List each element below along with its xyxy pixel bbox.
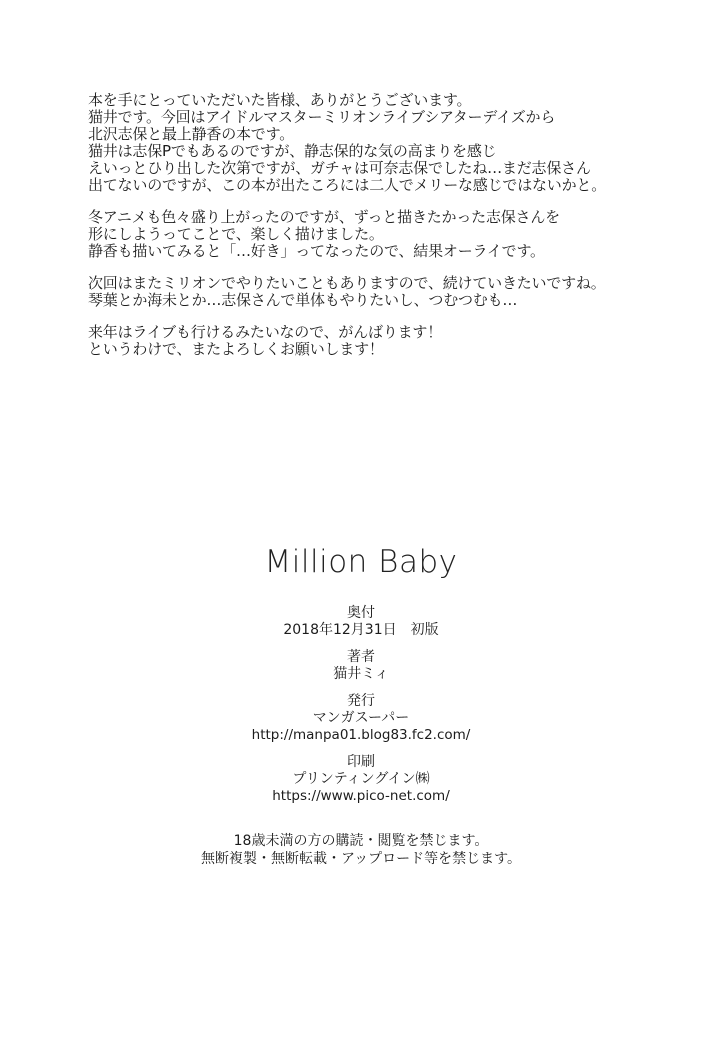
afterword-line: 本を手にとっていただいた皆様、ありがとうございます。 xyxy=(88,91,472,109)
afterword-paragraph-1 xyxy=(88,92,648,194)
afterword-line: 出てないのですが、この本が出たころには二人でメリーな感じではないかと。 xyxy=(88,176,607,194)
afterword-line: えいっとひり出した次第ですが、ガチャは可奈志保でしたね…まだ志保さん xyxy=(88,159,591,177)
okuzuke-heading: 奥付 xyxy=(347,605,375,621)
afterword-line: というわけで、またよろしくお願いします！ xyxy=(88,340,384,358)
afterword-line: 北沢志保と最上静香の本です。 xyxy=(88,125,295,143)
afterword-line: 来年はライブも行けるみたいなので、がんばります！ xyxy=(88,323,443,341)
afterword xyxy=(88,92,648,373)
author-heading: 著者 xyxy=(347,649,375,665)
copyright-notice: 無断複製・無断転載・アップロード等を禁じます。 xyxy=(201,851,521,867)
publisher-url: http://manpa01.blog83.fc2.com/ xyxy=(251,727,471,743)
publisher-block xyxy=(0,693,722,744)
afterword-line: 琴葉とか海未とか…志保さんで単体もやりたいし、つむつむも… xyxy=(88,291,518,309)
afterword-line: 猫井です。今回はアイドルマスターミリオンライブシアターデイズから xyxy=(88,108,556,126)
printer-name: プリンティングイン㈱ xyxy=(292,771,430,787)
afterword-paragraph-3 xyxy=(88,275,648,309)
printer-heading: 印刷 xyxy=(347,754,375,770)
afterword-line: 静香も描いてみると「…好き」ってなったので、結果オーライです。 xyxy=(88,242,545,260)
legal-notice xyxy=(0,832,722,868)
afterword-paragraph-2 xyxy=(88,209,648,260)
publisher-heading: 発行 xyxy=(347,693,375,709)
afterword-paragraph-4 xyxy=(88,324,648,358)
afterword-line: 形にしようってことで、楽しく描けました。 xyxy=(88,225,384,243)
afterword-line: 猫井は志保Pでもあるのですが、静志保的な気の高まりを感じ xyxy=(88,142,497,160)
okuzuke-block xyxy=(0,605,722,639)
author-name: 猫井ミィ xyxy=(333,666,389,682)
printer-block xyxy=(0,754,722,805)
book-title: Million Baby xyxy=(264,544,458,580)
publisher-name: マンガスーパー xyxy=(312,710,410,726)
afterword-line: 冬アニメも色々盛り上がったのですが、ずっと描きたかった志保さんを xyxy=(88,208,560,226)
author-block xyxy=(0,649,722,683)
publication-date: 2018年12月31日 初版 xyxy=(283,622,439,638)
age-restriction-notice: 18歳未満の方の購読・閲覧を禁じます。 xyxy=(233,833,489,849)
afterword-line: 次回はまたミリオンでやりたいこともありますので、続けていきたいですね。 xyxy=(88,274,606,292)
printer-url: https://www.pico-net.com/ xyxy=(272,788,450,804)
colophon xyxy=(0,605,722,815)
